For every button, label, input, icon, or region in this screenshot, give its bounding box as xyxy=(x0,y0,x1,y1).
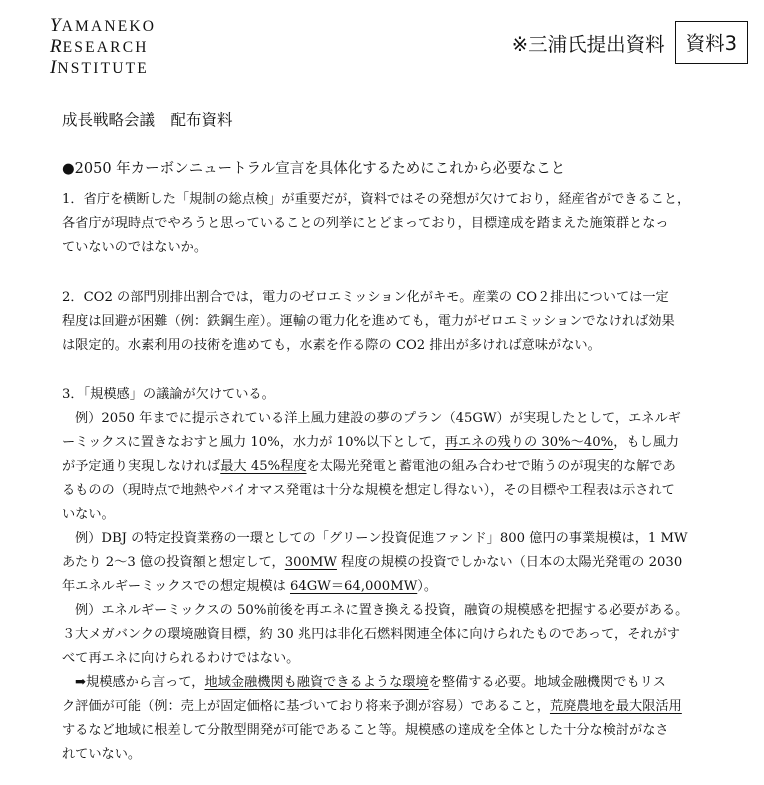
underlined-text: 荒廃農地を最大限活用 xyxy=(549,699,682,714)
text-line: 程度は回避が困難（例：鉄鋼生産）。運輸の電力化を進めても，電力がゼロエミッションでなければ効果 xyxy=(62,314,675,329)
arrow-icon: ➡規模感から言って， xyxy=(75,675,205,690)
text-line: が予定通り実現しなければ最大 45%程度を太陽光発電と蓄電池の組み合わせで賄うのが現実的な解であ xyxy=(62,459,676,474)
text-line: 3．「規模感」の議論が欠けている。 xyxy=(62,387,275,402)
text-line: 年エネルギーミックスでの想定規模は 64GW＝64,000MW）。 xyxy=(62,579,438,594)
source-label: ※三浦氏提出資料 xyxy=(511,32,665,56)
text-line: ➡規模感から言って，地域金融機関も融資できるような環境を整備する必要。地域金融機関でもリス xyxy=(75,675,666,690)
paragraph-3 xyxy=(62,383,714,767)
underlined-text: 300MW xyxy=(284,555,337,570)
text-line: ていないのではないか。 xyxy=(62,240,208,255)
text-line: 2．CO2 の部門別排出割合では，電力のゼロエミッション化がキモ。産業の CO２排出については一定 xyxy=(62,290,669,305)
text-line: ーミックスに置きなおすと風力 10%，水力が 10%以下として，再エネの残りの 30%～40%，もし風力 xyxy=(62,435,680,450)
text-line: 例）2050 年までに提示されている洋上風力建設の夢のプラン（45GW）が実現したとして，エネルギ xyxy=(75,411,681,426)
text-line: 例）エネルギーミックスの 50%前後を再エネに置き換える投資，融資の規模感を把握する必要がある。 xyxy=(75,603,689,618)
text-line: いない。 xyxy=(62,507,115,522)
underlined-text: 再エネの残りの 30%～40% xyxy=(444,435,614,450)
text-line: るものの（現時点で地熱やバイオマス発電は十分な規模を想定し得ない），その目標や工程表は示されて xyxy=(62,483,675,498)
institute-logo xyxy=(50,16,156,79)
underlined-text: 地域金融機関も融資できるような環境 xyxy=(204,675,429,690)
text-line: は限定的。水素利用の技術を進めても，水素を作る際の CO2 排出が多ければ意味がない。 xyxy=(62,338,601,353)
logo-line-3: INSTITUTE xyxy=(50,57,149,78)
logo-line-1: YAMANEKO xyxy=(50,15,157,36)
text-line: べて再エネに向けられるわけではない。 xyxy=(62,651,300,666)
document-number-box: 資料3 xyxy=(675,21,748,64)
underlined-text: 64GW＝64,000MW xyxy=(289,579,418,594)
logo-line-2: RESEARCH xyxy=(50,36,149,57)
text-line: あたり 2～3 億の投資額と想定して，300MW 程度の規模の投資でしかない（日本の太陽光発電の 2030 xyxy=(62,555,683,570)
page-title: 成長戦略会議 配布資料 xyxy=(62,111,233,129)
text-line: れていない。 xyxy=(62,747,142,762)
text-line: 各省庁が現時点でやろうと思っていることの列挙にとどまっており，目標達成を踏まえた施策群となっ xyxy=(62,216,669,231)
document-header xyxy=(512,21,748,64)
text-line: ク評価が可能（例：売上が固定価格に基づいており将来予測が容易）であること，荒廃農地を最大限活用 xyxy=(62,699,682,714)
text-line: 1．省庁を横断した「規制の総点検」が重要だが，資料ではその発想が欠けており，経産省ができること， xyxy=(62,192,691,207)
section-heading: ●2050 年カーボンニュートラル宣言を具体化するためにこれから必要なこと xyxy=(62,161,566,177)
text-line: するなど地域に根差して分散型開発が可能であること等。規模感の達成を全体とした十分な検討がなさ xyxy=(62,723,669,738)
text-line: ３大メガバンクの環境融資目標，約 30 兆円は非化石燃料関連全体に向けられたものであって，それがす xyxy=(62,627,680,642)
paragraph-1 xyxy=(62,188,714,260)
text-line: 例）DBJ の特定投資業務の一環としての「グリーン投資促進ファンド」800 億円の事業規模は，1 MW xyxy=(75,531,688,546)
paragraph-2 xyxy=(62,286,714,358)
underlined-text: 最大 45%程度 xyxy=(220,459,307,474)
